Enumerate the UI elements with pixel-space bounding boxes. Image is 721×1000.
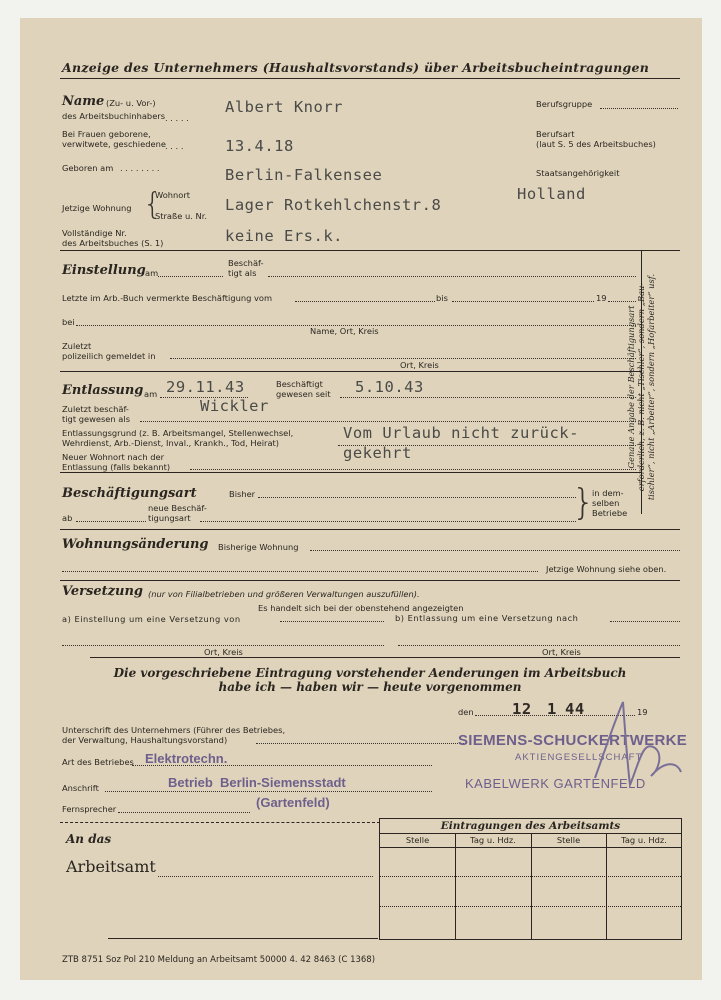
strasse-label: Straße u. Nr.	[155, 211, 208, 221]
entlassungsgrund-value-2[interactable]: gekehrt	[343, 444, 412, 462]
anschrift-value: Betrieb Berlin-Siemensstadt	[168, 775, 346, 790]
fernsprecher-label: Fernsprecher	[62, 804, 117, 814]
einstellung-beschaeftigt-label-2: tigt als	[228, 268, 257, 278]
section-rule-6	[90, 657, 680, 658]
name-sublabel-2: des Arbeitsbuchinhabers	[62, 111, 166, 121]
nr-label: Vollständige Nr.	[62, 228, 127, 238]
birthplace-value[interactable]: Berlin-Falkensee	[225, 166, 383, 184]
bis-label: bis	[436, 293, 448, 303]
versetzung-a-label: a) Einstellung um eine Versetzung von	[62, 614, 241, 624]
unterschrift-label-2: der Verwaltung, Haushaltungsvorstand)	[62, 735, 228, 745]
einstellung-beschaeftigt-label: Beschäf-	[228, 258, 264, 268]
beschaeftigungsart-heading: Beschäftigungsart	[62, 486, 197, 501]
ort-kreis-caption: Ort, Kreis	[400, 360, 439, 370]
date-year-prefix: 19	[637, 707, 648, 717]
anschrift-value-2: (Gartenfeld)	[256, 795, 330, 810]
declaration-line-1: Die vorgeschriebene Eintragung vorstehender Aenderungen im Arbeitsbuch	[113, 666, 627, 680]
side-note-line-1: Genaue Angabe der Beschäftigungsart	[626, 305, 637, 469]
im-selben-betrieb-label: in dem-	[592, 488, 624, 498]
an-das-label: An das	[66, 832, 112, 846]
born-label: Geboren am	[62, 163, 114, 173]
bisher-label: Bisher	[229, 489, 256, 499]
wohnort-label: Wohnort	[155, 190, 191, 200]
bisherige-wohnung-label: Bisherige Wohnung	[218, 542, 299, 552]
entlassungsgrund-label: Entlassungsgrund (z. B. Arbeitsmangel, Stellenwechsel,	[62, 428, 294, 438]
neue-beschaeftigungsart-label-2: tigungsart	[148, 513, 191, 523]
wohnungsaenderung-heading: Wohnungsänderung	[62, 537, 209, 552]
nr-label-2: des Arbeitsbuches (S. 1)	[62, 238, 164, 248]
anschrift-label: Anschrift	[62, 783, 99, 793]
taetigkeit-value[interactable]: Wickler	[200, 397, 269, 415]
neuer-wohnort-label-2: Entlassung (falls bekannt)	[62, 462, 171, 472]
footer-print-code: ZTB 8751 Soz Pol 210 Meldung an Arbeitsamt 50000 4. 42 8463 (C 1368)	[62, 955, 376, 965]
name-value[interactable]: Albert Knorr	[225, 98, 343, 116]
table-title: Eintragungen des Arbeitsamts	[440, 820, 621, 832]
name-sublabel: (Zu- u. Vor-)	[106, 98, 156, 108]
beschaeftigt-seit-value[interactable]: 5.10.43	[355, 378, 424, 396]
zuletzt-gemeldet-label: Zuletzt	[62, 341, 92, 351]
ab-label: ab	[62, 513, 73, 523]
neue-beschaeftigungsart-label: neue Beschäf-	[148, 503, 207, 513]
staat-label: Staatsangehörigkeit	[536, 168, 620, 178]
section-rule-3	[60, 472, 642, 473]
unterschrift-label: Unterschrift des Unternehmers (Führer des Betriebes,	[62, 725, 286, 735]
date-year[interactable]: 44	[565, 700, 585, 718]
art-des-betriebes-label: Art des Betriebes	[62, 757, 134, 767]
berufsart-label: Berufsart	[536, 129, 575, 139]
zuletzt-gemeldet-label-2: polizeilich gemeldet in	[62, 351, 156, 361]
wohnung-label: Jetzige Wohnung	[62, 203, 132, 213]
berufsgruppe-label: Berufsgruppe	[536, 99, 593, 109]
company-stamp-line-3: KABELWERK GARTENFELD	[465, 776, 646, 791]
table-header-tag-1: Tag u. Hdz.	[470, 835, 516, 845]
date-day[interactable]: 12	[512, 700, 532, 718]
versetzung-heading: Versetzung	[62, 584, 143, 599]
section-rule-5	[60, 580, 680, 581]
neuer-wohnort-label: Neuer Wohnort nach der	[62, 452, 164, 462]
versetzung-ort-kreis-b: Ort, Kreis	[542, 647, 581, 657]
side-note	[627, 262, 655, 512]
entlassung-am-label: am	[144, 389, 158, 399]
berufsart-sublabel: (laut S. 5 des Arbeitsbuches)	[536, 139, 656, 149]
zuletzt-beschaeftigt-label-2: tigt gewesen als	[62, 414, 131, 424]
birthdate-value[interactable]: 13.4.18	[225, 137, 294, 155]
im-selben-betrieb-label-2: selben	[592, 498, 620, 508]
birthname-label: Bei Frauen geborene,	[62, 129, 151, 139]
staat-value[interactable]: Holland	[517, 185, 586, 203]
entlassung-heading: Entlassung	[62, 383, 144, 398]
entlassungsgrund-label-2: Wehrdienst, Arb.-Dienst, Inval., Krankh., Tod, Heirat)	[62, 438, 280, 448]
table-header-stelle-2: Stelle	[556, 835, 581, 845]
year-prefix: 19	[596, 293, 607, 303]
beschaeftigt-seit-label-2: gewesen seit	[276, 389, 331, 399]
im-selben-betrieb-label-3: Betriebe	[592, 508, 628, 518]
handwritten-signature	[585, 690, 695, 810]
entlassung-date-value[interactable]: 29.11.43	[166, 378, 245, 396]
title-rule	[60, 78, 680, 79]
street-value[interactable]: Lager Rotkehlchenstr.8	[225, 196, 442, 214]
beschaeftigt-seit-label: Beschäftigt	[276, 379, 323, 389]
birthname-label-2: verwitwete, geschiedene	[62, 139, 166, 149]
bei-label: bei	[62, 317, 75, 327]
section-rule-4	[60, 529, 680, 530]
declaration-line-2: habe ich — haben wir — heute vorgenommen	[218, 680, 522, 694]
letzte-beschaeftigung-label: Letzte im Arb.-Buch vermerkte Beschäftigung vom	[62, 293, 273, 303]
einstellung-am-label: am	[145, 268, 159, 278]
company-stamp-line-2: AKTIENGESELLSCHAFT	[515, 752, 643, 763]
zuletzt-beschaeftigt-label: Zuletzt beschäf-	[62, 404, 129, 414]
side-note-line-3: tischler“, nicht „Arbeiter“, sondern „Hofarbeiter“ usf.	[646, 273, 657, 501]
form-title: Anzeige des Unternehmers (Haushaltsvorstands) über Arbeitsbucheintragungen	[62, 60, 650, 75]
section-rule-1	[60, 250, 680, 251]
table-header-stelle-1: Stelle	[405, 835, 430, 845]
company-stamp-line-1: SIEMENS-SCHUCKERTWERKE	[458, 732, 688, 749]
den-label: den	[458, 707, 474, 717]
arbeitsamt-label: Arbeitsamt	[66, 857, 156, 876]
versetzung-ort-kreis-a: Ort, Kreis	[204, 647, 243, 657]
name-label: Name	[62, 94, 105, 109]
arbeitsbuch-nr-value[interactable]: keine Ers.k.	[225, 227, 343, 245]
entlassungsgrund-value[interactable]: Vom Urlaub nicht zurück-	[343, 424, 579, 442]
versetzung-note: (nur von Filialbetrieben und größeren Verwaltungen auszufüllen).	[148, 589, 420, 599]
side-note-line-2: erforderlich, z. B. nicht „Tischler“, sondern „Bau-	[636, 282, 647, 492]
art-des-betriebes-value: Elektrotechn.	[145, 751, 228, 766]
versetzung-b-label: b) Entlassung um eine Versetzung nach	[395, 613, 579, 623]
versetzung-handelt-label: Es handelt sich bei der obenstehend angezeigten	[258, 603, 464, 613]
jetzige-wohnung-note: Jetzige Wohnung siehe oben.	[546, 564, 667, 574]
date-month[interactable]: 1	[547, 700, 557, 718]
table-header-tag-2: Tag u. Hdz.	[621, 835, 667, 845]
einstellung-heading: Einstellung	[62, 263, 146, 278]
name-ort-kreis-caption: Name, Ort, Kreis	[310, 326, 379, 336]
arbeitsamt-table	[379, 818, 682, 940]
section-rule-2	[60, 371, 642, 372]
